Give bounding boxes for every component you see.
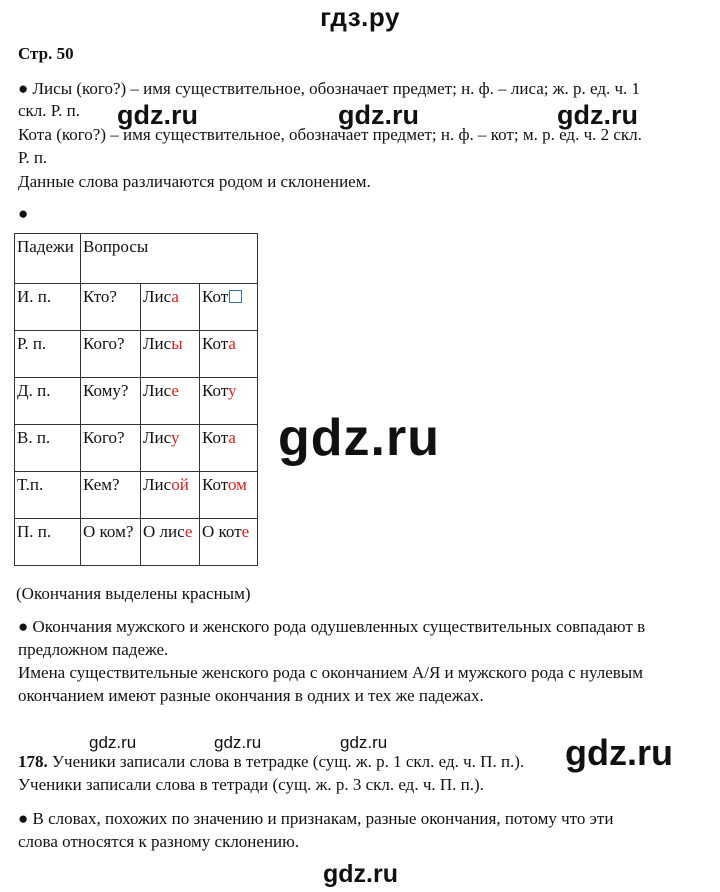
- stem: Кот: [202, 381, 228, 400]
- ending: е: [171, 381, 179, 400]
- word-cell: [141, 284, 200, 331]
- watermark: gdz.ru: [557, 100, 638, 130]
- ending: е: [241, 522, 250, 541]
- text-line: Р. п.: [18, 148, 48, 167]
- text-line: Имена существительные женского рода с окончанием А/Я и мужского рода с нулевым: [18, 663, 643, 682]
- stem: Лис: [143, 287, 172, 306]
- word-cell: [141, 378, 200, 425]
- word-cell: [200, 472, 258, 519]
- word-cell: [200, 378, 258, 425]
- question-cell: О ком?: [81, 519, 141, 566]
- ending: а: [228, 428, 236, 447]
- stem: Кот: [202, 334, 229, 353]
- case-cell: Р. п.: [15, 331, 81, 378]
- table-row: [15, 331, 258, 378]
- table-header-row: [15, 234, 258, 284]
- word-cell: [141, 519, 200, 566]
- word-cell: [141, 331, 200, 378]
- watermark-small: gdz.ru: [214, 733, 262, 752]
- table-row: [15, 378, 258, 425]
- word-cell: [200, 331, 258, 378]
- task-line: слова относятся к разному склонению.: [18, 832, 300, 851]
- watermark-large: gdz.ru: [278, 409, 440, 467]
- case-cell: И. п.: [15, 284, 81, 331]
- table-row: [15, 472, 258, 519]
- task-number: 178.: [18, 752, 48, 771]
- stem: Лис: [143, 334, 172, 353]
- stem: О лис: [143, 522, 185, 541]
- ending: у: [170, 428, 180, 447]
- zero-ending-icon: [229, 290, 242, 303]
- task-line: [18, 752, 524, 772]
- word-cell: [200, 519, 258, 566]
- text-line: ● Окончания мужского и женского рода одушевленных существительных совпадают в: [18, 617, 646, 636]
- case-cell: Т.п.: [15, 472, 81, 519]
- ending: ом: [227, 475, 247, 494]
- case-cell: П. п.: [15, 519, 81, 566]
- text-line: скл. Р. п.: [18, 101, 80, 120]
- word-cell: [200, 425, 258, 472]
- case-cell: В. п.: [15, 425, 81, 472]
- table-row: [15, 519, 258, 566]
- stem: Кот: [202, 475, 228, 494]
- table-note: (Окончания выделены красным): [16, 584, 251, 603]
- watermark: gdz.ru: [565, 732, 673, 773]
- question-cell: Кого?: [81, 331, 141, 378]
- task-line: ● В словах, похожих по значению и признакам, разные окончания, потому что эти: [18, 809, 614, 828]
- question-cell: Кто?: [81, 284, 141, 331]
- page-number: Стр. 50: [18, 44, 74, 63]
- stem: Лис: [143, 428, 171, 447]
- question-cell: Кого?: [81, 425, 141, 472]
- stem: Лис: [143, 475, 172, 494]
- stem: Кот: [202, 287, 229, 306]
- watermark-bottom: gdz.ru: [323, 860, 398, 888]
- task-text: Ученики записали слова в тетрадке (сущ. ж. р. 1 скл. ед. ч. П. п.).: [47, 752, 525, 771]
- text-line: предложном падеже.: [18, 640, 169, 659]
- table-row: [15, 284, 258, 331]
- text-line: ● Лисы (кого?) – имя существительное, обозначает предмет; н. ф. – лиса; ж. р. ед. ч. 1: [18, 79, 641, 98]
- text-line: окончанием имеют разные окончания в одних и тех же падежах.: [18, 686, 484, 705]
- ending: ы: [171, 334, 183, 353]
- question-cell: Кем?: [81, 472, 141, 519]
- question-cell: Кому?: [81, 378, 141, 425]
- stem: О кот: [202, 522, 242, 541]
- stem: Кот: [202, 428, 229, 447]
- table-row: [15, 425, 258, 472]
- ending: а: [228, 334, 236, 353]
- stem: Лис: [143, 381, 172, 400]
- ending: а: [171, 287, 179, 306]
- ending: е: [184, 522, 193, 541]
- site-watermark-top: гдз.ру: [320, 2, 400, 32]
- word-cell: [141, 472, 200, 519]
- text-line: Кота (кого?) – имя существительное, обозначает предмет; н. ф. – кот; м. р. ед. ч. 2 скл.: [18, 125, 642, 144]
- watermark-small: gdz.ru: [89, 733, 137, 752]
- watermark: gdz.ru: [338, 100, 419, 130]
- cases-table: [14, 233, 258, 566]
- watermark: gdz.ru: [117, 100, 198, 130]
- watermark-small: gdz.ru: [340, 733, 388, 752]
- ending: ой: [171, 475, 189, 494]
- task-line: Ученики записали слова в тетради (сущ. ж. р. 3 скл. ед. ч. П. п.).: [18, 775, 484, 794]
- case-cell: Д. п.: [15, 378, 81, 425]
- word-cell: [141, 425, 200, 472]
- bullet: ●: [18, 204, 29, 223]
- word-cell: [200, 284, 258, 331]
- header-cases: Падежи: [15, 234, 81, 284]
- header-questions: Вопросы: [81, 234, 258, 284]
- ending: у: [227, 381, 237, 400]
- text-line: Данные слова различаются родом и склонением.: [18, 172, 371, 191]
